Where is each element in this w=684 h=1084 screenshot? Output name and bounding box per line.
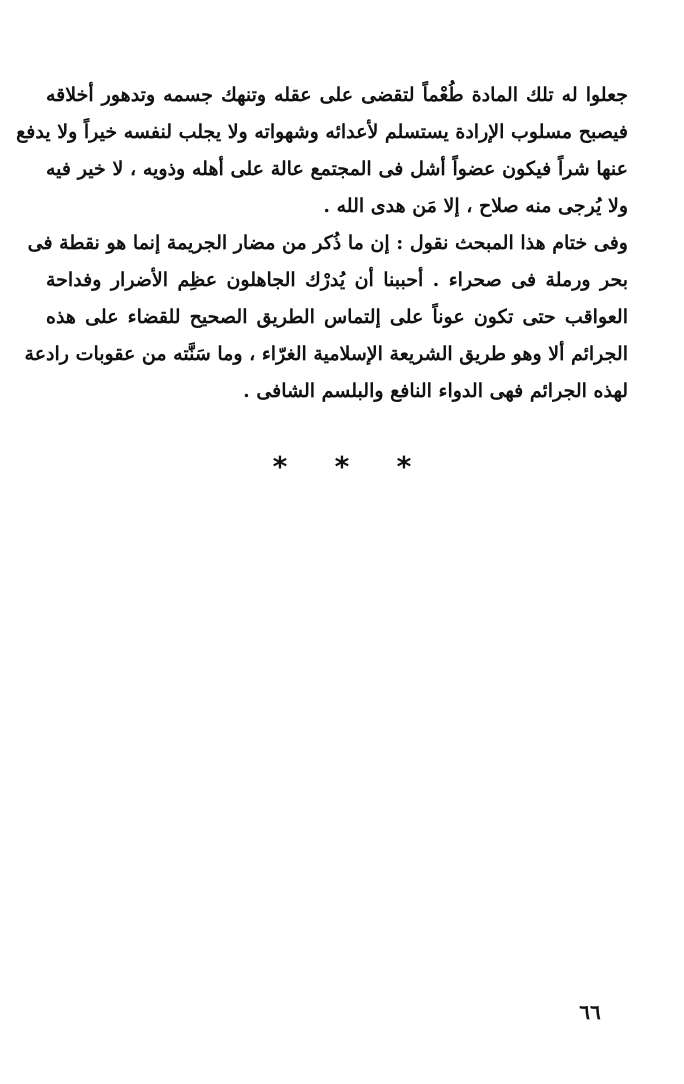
text-line: وفى ختام هذا المبحث نقول : إن ما ذُكر من مضار الجريمة إنما هو نقطة فى bbox=[27, 232, 628, 254]
asterisk-icon: * bbox=[334, 450, 350, 483]
page-number: ٦٦ bbox=[579, 1000, 601, 1024]
text-line: ولا يُرجى منه صلاح ، إلا مَن هدى الله . bbox=[323, 195, 628, 217]
text-line: جعلوا له تلك المادة طُعْماً لتقضى على عقله وتنهك جسمه وتدهور أخلاقه bbox=[46, 84, 628, 106]
text-line: العواقب حتى تكون عوناً على إلتماس الطريق الصحيح للقضاء على هذه bbox=[46, 306, 628, 328]
asterisk-icon: * bbox=[396, 450, 412, 483]
text-line: فيصبح مسلوب الإرادة يستسلم لأعدائه وشهواته ولا يجلب لنفسه خيراً ولا يدفع bbox=[16, 121, 628, 143]
text-line: الجرائم ألا وهو طريق الشريعة الإسلامية الغرّاء ، وما سَنَّته من عقوبات رادعة bbox=[24, 343, 628, 365]
text-line: لهذه الجرائم فهى الدواء النافع والبلسم الشافى . bbox=[243, 380, 628, 402]
section-separator bbox=[0, 452, 684, 482]
asterisk-icon: * bbox=[272, 450, 288, 483]
text-line: عنها شراً فيكون عضواً أشل فى المجتمع عالة على أهله وذويه ، لا خير فيه bbox=[46, 158, 628, 180]
text-line: بحر ورملة فى صحراء . أحببنا أن يُدرْك الجاهلون عظِم الأضرار وفداحة bbox=[46, 269, 628, 291]
